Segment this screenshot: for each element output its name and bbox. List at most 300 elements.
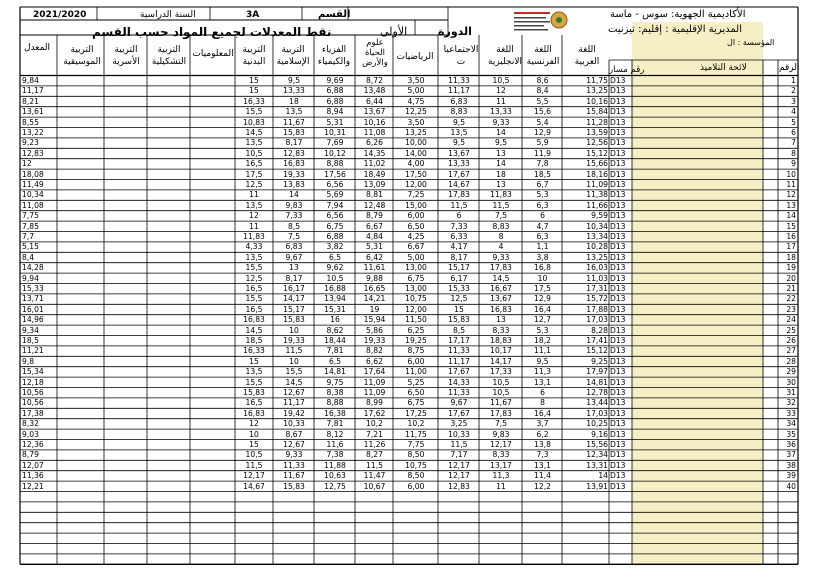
cell-massar: D13	[610, 87, 626, 95]
cell-svt: 8,79	[366, 212, 383, 220]
cell-average: 11,21	[22, 347, 44, 355]
cell-svt: 11,09	[363, 378, 386, 387]
cell-massar: D13	[610, 285, 626, 293]
cell-arabic: 11,28	[586, 118, 608, 127]
header-average: المعدل	[23, 43, 51, 53]
cell-social: 17,67	[448, 368, 470, 376]
cell-arabic: 18,16	[586, 170, 608, 179]
cell-rank: 15	[786, 222, 796, 231]
cell-physics: 8,12	[326, 430, 344, 439]
cell-pe: 11,5	[245, 461, 263, 470]
cell-average: 14,28	[22, 264, 44, 272]
cell-social: 10,33	[448, 430, 470, 439]
cell-pe: 12,17	[243, 472, 265, 480]
cell-social: 12,83	[448, 482, 470, 491]
cell-rank: 13	[786, 201, 796, 210]
cell-massar: D13	[610, 191, 626, 199]
cell-english: 8,33	[492, 326, 510, 335]
cell-math: 8,50	[407, 472, 425, 480]
cell-math: 13,25	[405, 129, 427, 137]
cell-average: 8,55	[22, 118, 39, 127]
cell-islamic: 14,17	[283, 295, 305, 303]
cell-rank: 22	[786, 295, 796, 303]
cell-average: 11,49	[22, 181, 44, 189]
cell-arabic: 9,59	[591, 212, 608, 220]
cell-physics: 18,44	[324, 337, 346, 345]
cell-pe: 16,5	[245, 305, 263, 314]
cell-massar: D13	[610, 441, 626, 449]
header-islamic: التربية الإسلامية	[276, 45, 310, 67]
cell-french: 6	[540, 212, 545, 220]
cell-islamic: 8,67	[285, 430, 303, 439]
cell-islamic: 12,67	[283, 389, 305, 397]
cell-rank: 9	[791, 160, 796, 168]
cell-physics: 17,56	[324, 170, 346, 179]
school-year-label: السنة الدراسية	[140, 10, 196, 20]
cell-islamic: 11,67	[283, 118, 305, 127]
cell-math: 6,67	[407, 243, 425, 251]
cell-arabic: 17,97	[586, 368, 608, 376]
header-rank: الرقم	[779, 63, 800, 73]
cell-social: 11,5	[450, 201, 468, 210]
cell-french: 6,3	[536, 201, 549, 210]
cell-social: 12,5	[450, 295, 468, 303]
cell-average: 9,23	[22, 139, 39, 147]
cell-arabic: 10,16	[586, 97, 608, 106]
cell-svt: 6,42	[366, 253, 383, 262]
cell-social: 12,17	[448, 461, 470, 470]
cell-physics: 11,88	[324, 461, 346, 470]
cell-physics: 6,88	[326, 233, 344, 241]
header-family: التربية الأسرية	[112, 45, 140, 67]
cell-math: 8,50	[407, 451, 425, 459]
cell-average: 12,21	[22, 482, 44, 491]
cell-english: 11,83	[490, 191, 512, 199]
cell-social: 17,67	[448, 170, 470, 179]
cell-pe: 11,83	[243, 233, 265, 241]
cell-social: 8,17	[450, 253, 468, 262]
cell-french: 3,8	[536, 253, 549, 262]
cell-french: 5,4	[536, 118, 549, 127]
cell-rank: 25	[786, 326, 796, 335]
cell-average: 11,17	[22, 87, 44, 95]
cell-math: 7,75	[407, 441, 425, 449]
cell-math: 5,00	[407, 87, 425, 95]
cell-english: 17,33	[490, 368, 512, 376]
cell-french: 1,1	[536, 243, 549, 251]
cell-svt: 5,86	[366, 326, 383, 335]
cell-islamic: 13,5	[285, 108, 303, 116]
cell-social: 6,33	[450, 233, 468, 241]
cell-rank: 4	[791, 108, 796, 116]
cell-social: 6,83	[450, 97, 468, 106]
cell-massar: D13	[610, 97, 626, 106]
cell-english: 7,5	[494, 420, 508, 428]
cell-pe: 16,33	[243, 97, 265, 106]
cell-english: 12,17	[490, 441, 512, 449]
cell-average: 16,01	[22, 305, 44, 314]
cell-pe: 12,5	[245, 274, 263, 283]
cell-rank: 3	[791, 97, 796, 106]
cell-islamic: 16,17	[283, 285, 305, 293]
cell-social: 8,5	[452, 326, 466, 335]
cell-massar: D13	[610, 409, 626, 418]
header-social: الاجتماعيا ت	[443, 45, 479, 67]
cell-massar: D13	[610, 222, 626, 231]
cell-french: 12,7	[534, 316, 551, 324]
cell-islamic: 7,5	[287, 233, 301, 241]
cell-islamic: 9,67	[285, 253, 303, 262]
cell-average: 12,07	[22, 461, 44, 470]
cell-math: 10,00	[405, 139, 427, 147]
cell-english: 10,5	[492, 389, 510, 397]
cell-math: 7,25	[407, 191, 425, 199]
cell-arabic: 13,44	[586, 399, 608, 407]
cell-french: 16,4	[534, 305, 551, 314]
cell-math: 8,75	[407, 347, 425, 355]
cell-rank: 38	[786, 461, 796, 470]
cell-arabic: 11,75	[586, 77, 608, 85]
cell-massar: D13	[610, 305, 626, 314]
cell-physics: 6,88	[326, 97, 344, 106]
cell-massar: D13	[610, 181, 626, 189]
cell-arabic: 12,56	[586, 139, 608, 147]
cell-physics: 3,82	[326, 243, 344, 251]
cell-islamic: 19,42	[283, 409, 305, 418]
header-english: اللغة الانجليزية	[488, 45, 522, 67]
cell-social: 11,17	[448, 357, 470, 366]
cell-math: 6,00	[407, 212, 425, 220]
cell-physics: 8,88	[326, 160, 344, 168]
cell-english: 17,83	[490, 264, 512, 272]
cell-english: 8,83	[492, 222, 510, 231]
cell-svt: 13,09	[363, 181, 386, 189]
cell-pe: 16,83	[243, 409, 265, 418]
cell-pe: 13,5	[245, 201, 263, 210]
cell-math: 6,50	[407, 222, 425, 231]
cell-french: 13,1	[534, 378, 551, 387]
cell-massar: D13	[610, 430, 626, 439]
cell-islamic: 10	[289, 326, 299, 335]
cell-rank: 31	[786, 389, 796, 397]
cell-social: 4,17	[450, 243, 468, 251]
cell-physics: 10,5	[326, 274, 344, 283]
cell-french: 16,8	[534, 264, 551, 272]
cell-rank: 19	[786, 264, 796, 272]
cell-svt: 18,49	[363, 170, 386, 179]
cell-islamic: 16,83	[283, 160, 305, 168]
cell-physics: 7,94	[326, 201, 344, 210]
cell-average: 7,85	[22, 222, 39, 231]
cell-rank: 21	[786, 285, 796, 293]
cell-physics: 6,56	[326, 212, 344, 220]
header-music: التربية الموسيقية	[63, 45, 101, 67]
cell-svt: 8,27	[366, 451, 383, 459]
class-code: 3A	[246, 10, 260, 20]
cell-math: 4,00	[407, 160, 425, 168]
cell-arabic: 16,03	[586, 264, 608, 272]
cell-islamic: 15,17	[283, 305, 305, 314]
cell-islamic: 6,83	[285, 243, 303, 251]
cell-social: 17,17	[448, 337, 470, 345]
cell-arabic: 13,34	[586, 233, 608, 241]
semester-value: الأولى	[380, 25, 408, 38]
cell-massar: D13	[610, 337, 626, 345]
cell-massar: D13	[610, 139, 626, 147]
cell-social: 17,83	[448, 191, 470, 199]
cell-massar: D13	[610, 316, 626, 324]
cell-average: 8,79	[22, 451, 39, 459]
cell-french: 11,1	[534, 347, 551, 355]
cell-arabic: 17,03	[586, 316, 608, 324]
cell-physics: 9,75	[326, 378, 344, 387]
cell-pe: 4,33	[245, 243, 263, 251]
cell-rank: 24	[786, 316, 796, 324]
cell-massar: D13	[610, 451, 626, 459]
cell-svt: 15,94	[363, 316, 386, 324]
cell-math: 13,00	[405, 264, 427, 272]
cell-arabic: 9,16	[591, 430, 608, 439]
cell-rank: 17	[786, 243, 796, 251]
cell-physics: 7,69	[326, 139, 344, 147]
cell-average: 9,03	[22, 430, 39, 439]
cell-pe: 12,5	[245, 181, 263, 189]
cell-massar: D13	[610, 212, 626, 220]
cell-average: 7,75	[22, 212, 39, 220]
cell-islamic: 8,5	[287, 222, 301, 231]
cell-french: 6	[540, 389, 545, 397]
cell-arabic: 11,38	[586, 191, 608, 199]
cell-islamic: 12,67	[283, 441, 305, 449]
cell-average: 13,61	[22, 108, 44, 116]
cell-massar: D13	[610, 368, 626, 376]
cell-pe: 13,5	[245, 368, 263, 376]
cell-massar: D13	[610, 389, 626, 397]
cell-pe: 14,5	[245, 326, 263, 335]
cell-svt: 17,64	[363, 368, 386, 376]
cell-svt: 10,2	[366, 420, 383, 428]
cell-french: 12,9	[534, 129, 551, 137]
cell-arabic: 11,09	[586, 181, 608, 189]
cell-islamic: 11,33	[283, 461, 305, 470]
cell-rank: 34	[786, 420, 796, 428]
cell-social: 6	[456, 212, 462, 220]
cell-french: 8	[540, 399, 545, 407]
cell-french: 11,4	[534, 472, 551, 480]
cell-english: 11,67	[490, 399, 512, 407]
cell-arabic: 13,25	[586, 87, 608, 95]
cell-pe: 15	[249, 357, 259, 366]
cell-english: 9,33	[492, 118, 510, 127]
cell-physics: 16,38	[324, 409, 346, 418]
cell-physics: 8,62	[326, 326, 344, 335]
cell-pe: 14,67	[243, 482, 265, 491]
cell-arabic: 17,88	[586, 305, 608, 314]
cell-massar: D13	[610, 129, 626, 137]
header-french: اللغة الفرنسية	[526, 45, 560, 67]
cell-average: 8,4	[22, 253, 35, 262]
cell-massar: D13	[610, 170, 626, 179]
cell-arabic: 12,78	[586, 389, 608, 397]
cell-rank: 28	[786, 357, 796, 366]
header-informatics: المعلوميات	[192, 49, 234, 59]
cell-arabic: 12,34	[586, 451, 608, 459]
cell-pe: 10,83	[243, 118, 265, 127]
cell-rank: 14	[786, 212, 796, 220]
cell-english: 18,83	[490, 337, 512, 345]
cell-physics: 10,12	[324, 149, 346, 158]
cell-math: 10,75	[405, 295, 427, 303]
cell-english: 11	[496, 482, 506, 491]
cell-islamic: 15,5	[285, 368, 303, 376]
cell-islamic: 14,5	[285, 378, 303, 387]
cell-english: 12	[496, 87, 506, 95]
cell-svt: 10,67	[363, 482, 386, 491]
cell-math: 12,00	[405, 181, 427, 189]
cell-french: 9,5	[536, 357, 549, 366]
cell-physics: 8,88	[326, 399, 344, 407]
cell-social: 15	[454, 305, 464, 314]
cell-french: 12,9	[534, 295, 551, 303]
cell-svt: 6,44	[366, 97, 383, 106]
cell-massar: D13	[610, 77, 626, 85]
cell-rank: 26	[786, 337, 796, 345]
cell-social: 12,17	[448, 472, 470, 480]
cell-svt: 11,02	[363, 160, 386, 168]
cell-physics: 6,56	[326, 181, 344, 189]
cell-math: 13,00	[405, 285, 427, 293]
cell-english: 8,33	[492, 451, 510, 459]
cell-islamic: 19,33	[283, 337, 305, 345]
cell-average: 9,84	[22, 77, 39, 85]
cell-svt: 6,26	[366, 139, 383, 147]
cell-english: 14,5	[492, 274, 510, 283]
cell-rank: 8	[791, 149, 796, 158]
cell-math: 6,00	[407, 482, 425, 491]
cell-math: 11,00	[405, 368, 427, 376]
cell-math: 3,50	[407, 77, 425, 85]
cell-pe: 11	[249, 222, 259, 231]
cell-english: 13	[496, 316, 506, 324]
cell-english: 4	[498, 243, 504, 251]
cell-svt: 12,48	[363, 201, 386, 210]
cell-math: 6,25	[407, 326, 425, 335]
cell-svt: 11,47	[363, 472, 386, 480]
cell-physics: 12,75	[324, 482, 346, 491]
cell-islamic: 19,33	[283, 170, 305, 179]
cell-rank: 5	[791, 118, 796, 127]
cell-arabic: 15,72	[586, 295, 608, 303]
cell-social: 11,33	[448, 389, 470, 397]
cell-average: 12,36	[22, 441, 44, 449]
cell-math: 10,75	[405, 461, 427, 470]
cell-arabic: 15,12	[586, 347, 608, 355]
cell-arabic: 17,31	[586, 285, 608, 293]
cell-english: 10,17	[490, 347, 512, 355]
cell-arabic: 10,28	[586, 243, 608, 251]
cell-average: 10,56	[22, 399, 44, 407]
cell-french: 15,6	[534, 108, 551, 116]
cell-rank: 18	[786, 253, 796, 262]
cell-english: 13,67	[490, 295, 512, 303]
cell-math: 6,75	[407, 399, 425, 407]
cell-physics: 5,69	[326, 191, 344, 199]
cell-rank: 35	[786, 430, 796, 439]
cell-english: 13	[496, 149, 506, 158]
cell-svt: 8,99	[366, 399, 383, 407]
cell-social: 11,17	[448, 87, 470, 95]
cell-arabic: 10,34	[586, 222, 608, 231]
semester-label: الدورة	[438, 25, 472, 38]
cell-english: 18	[496, 170, 506, 179]
cell-math: 15,00	[405, 201, 427, 210]
cell-french: 5,5	[536, 97, 549, 106]
cell-svt: 11,09	[363, 389, 386, 397]
cell-islamic: 13,83	[283, 181, 305, 189]
class-label: القسم	[318, 9, 351, 20]
cell-arabic: 8,28	[591, 326, 608, 335]
cell-rank: 40	[786, 482, 796, 491]
cell-math: 12,00	[405, 305, 427, 314]
cell-rank: 36	[786, 441, 796, 449]
cell-rank: 39	[786, 472, 796, 480]
cell-social: 15,83	[448, 316, 470, 324]
cell-massar: D13	[610, 243, 626, 251]
cell-pe: 16,5	[245, 399, 263, 407]
cell-french: 11,3	[534, 368, 551, 376]
cell-arabic: 13,59	[586, 129, 608, 137]
cell-math: 4,25	[407, 233, 425, 241]
cell-french: 3,7	[536, 420, 549, 428]
cell-physics: 14,81	[324, 368, 346, 376]
cell-english: 9,83	[492, 430, 510, 439]
cell-social: 13,67	[448, 149, 470, 158]
cell-english: 10,5	[492, 77, 510, 85]
cell-massar: D13	[610, 149, 626, 158]
cell-average: 18,5	[22, 337, 39, 345]
cell-physics: 11,6	[326, 441, 344, 449]
cell-massar: D13	[610, 295, 626, 303]
cell-massar: D13	[610, 274, 626, 283]
header-massar: رقم مسار	[609, 65, 645, 75]
cell-svt: 14,35	[363, 149, 386, 158]
cell-social: 13,5	[450, 129, 468, 137]
cell-physics: 6,88	[326, 87, 344, 95]
cell-pe: 13,5	[245, 253, 263, 262]
cell-pe: 12	[249, 212, 259, 220]
cell-pe: 15	[249, 441, 259, 449]
cell-english: 17,83	[490, 409, 512, 418]
cell-islamic: 13	[289, 264, 299, 272]
cell-svt: 6,62	[366, 357, 383, 366]
cell-rank: 6	[791, 129, 796, 137]
page-title: نقط المعدلات لجميع المواد حسب القسم	[92, 25, 332, 39]
cell-average: 18,08	[22, 170, 44, 179]
cell-islamic: 9,83	[285, 201, 303, 210]
cell-math: 3,50	[407, 118, 425, 127]
cell-svt: 8,82	[366, 347, 383, 355]
cell-french: 10	[537, 274, 548, 283]
cell-islamic: 11,17	[283, 399, 305, 407]
cell-pe: 12	[249, 420, 259, 428]
cell-rank: 20	[786, 274, 796, 283]
cell-social: 15,17	[448, 264, 470, 272]
cell-massar: D13	[610, 118, 626, 127]
cell-math: 6,75	[407, 274, 425, 283]
cell-social: 14,67	[448, 181, 470, 189]
cell-pe: 15,5	[245, 295, 263, 303]
cell-french: 5,9	[536, 139, 549, 147]
